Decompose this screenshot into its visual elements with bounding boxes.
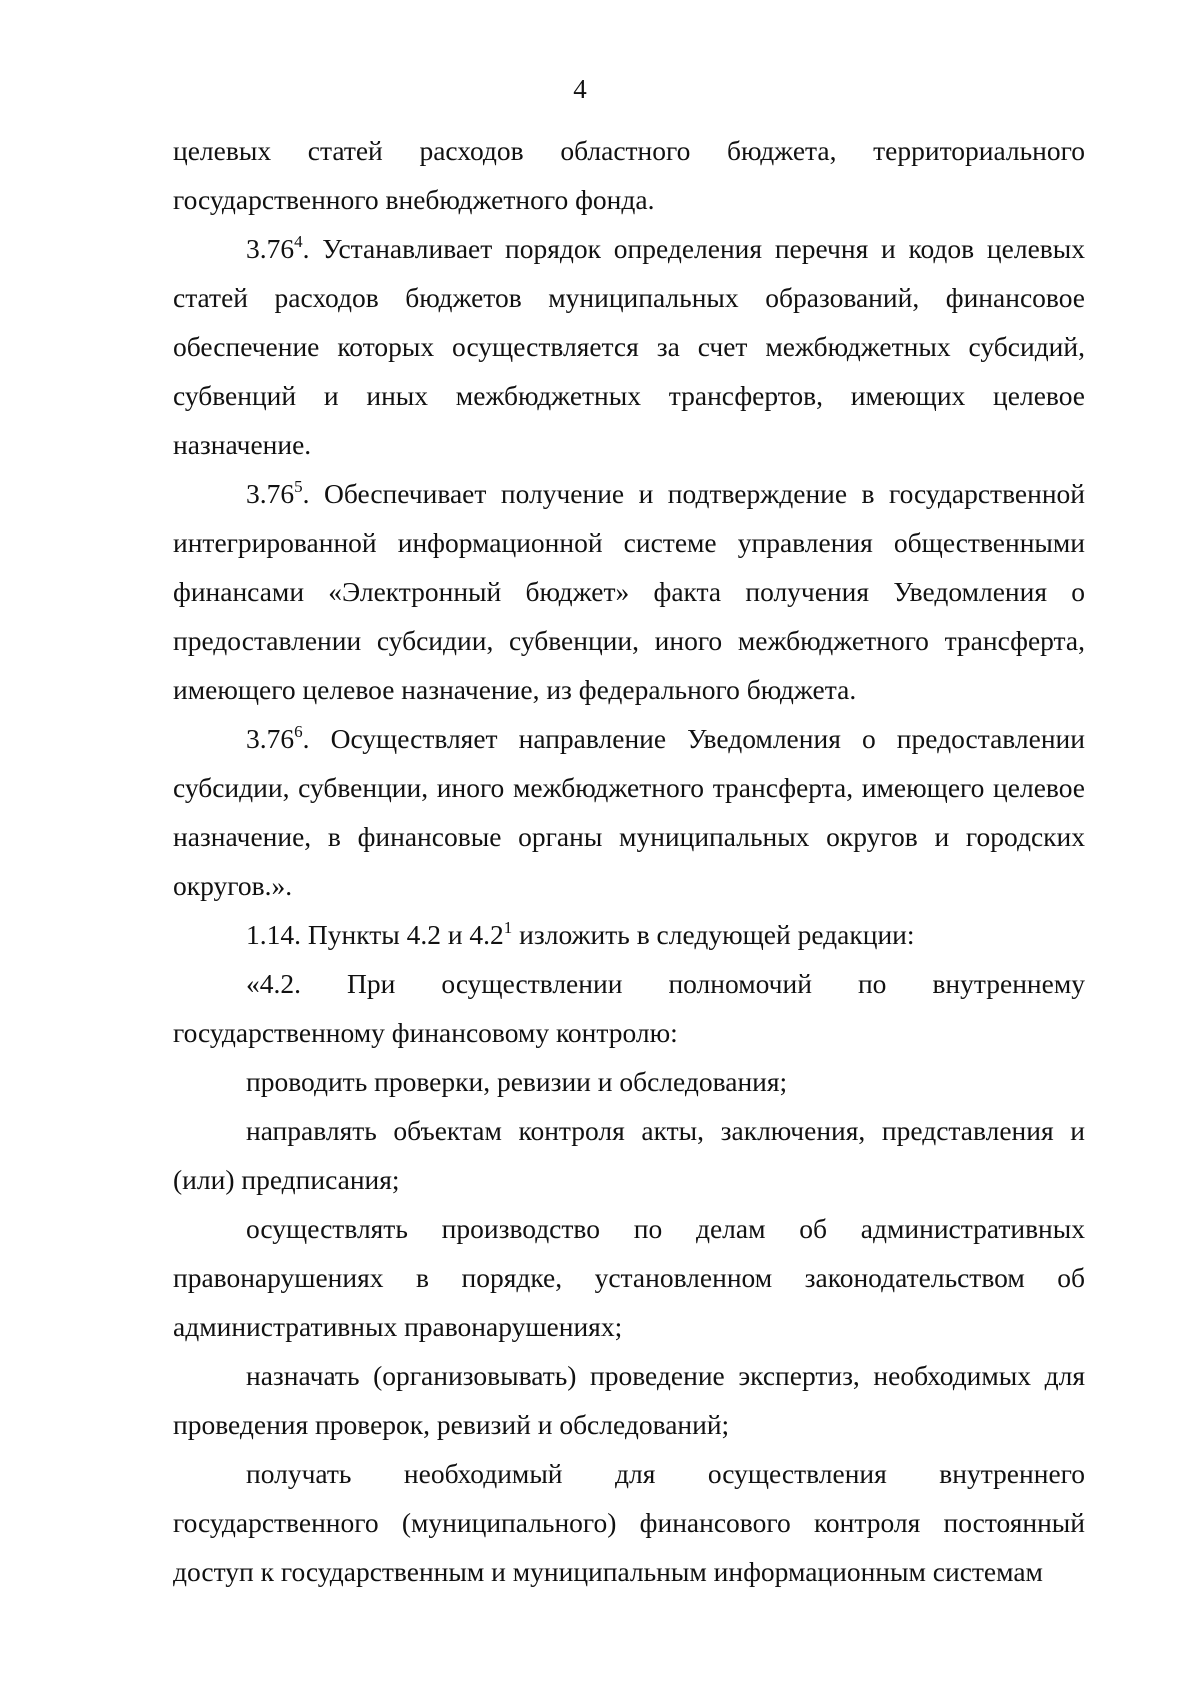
paragraph-continuation: целевых статей расходов областного бюджета, территориального государственного внебюджетного фонда. <box>173 135 1085 215</box>
page-number: 4 <box>573 74 587 104</box>
clause-superscript: 4 <box>294 232 303 251</box>
clause-number: 3.76 <box>246 723 295 754</box>
clause-superscript: 1 <box>503 918 513 937</box>
paragraph-item-inspections: проводить проверки, ревизии и обследования; <box>246 1066 788 1097</box>
clause-text-after: изложить в следующей редакции: <box>512 919 915 950</box>
paragraph-item-access: получать необходимый для осуществления внутреннего государственного (муниципального) финансового контроля постоянный доступ к государственным и муниципальным информационным системам <box>173 1458 1085 1587</box>
clause-text-before: 1.14. Пункты 4.2 и 4.2 <box>246 919 504 950</box>
clause-text: . Обеспечивает получение и подтверждение в государственной интегрированной информационной системе управления общественными финансами «Электронный бюджет» факта получения Уведомления о предоставлении субсидии, субвенции, иного межбюджетного трансферта, имеющего целевое назначение, из федерального бюджета. <box>173 478 1085 705</box>
clause-superscript: 6 <box>294 722 303 741</box>
clause-text: . Устанавливает порядок определения перечня и кодов целевых статей расходов бюджетов муниципальных образований, финансовое обеспечение которых осуществляется за счет межбюджетных субсидий, субвенций и иных межбюджетных трансфертов, имеющих целевое назначение. <box>173 233 1085 460</box>
paragraph-3-76-5 <box>173 469 1085 714</box>
clause-superscript: 5 <box>294 477 303 496</box>
paragraph-1-14 <box>173 910 1085 959</box>
paragraph-item-expertise: назначать (организовывать) проведение экспертиз, необходимых для проведения проверок, ревизий и обследований; <box>173 1360 1085 1440</box>
paragraph-item-offenses: осуществлять производство по делам об административных правонарушениях в порядке, установленном законодательством об административных правонарушениях; <box>173 1213 1085 1342</box>
clause-number: 3.76 <box>246 233 295 264</box>
document-body <box>173 126 1085 1596</box>
paragraph-4-2: «4.2. При осуществлении полномочий по внутреннему государственному финансовому контролю: <box>173 968 1085 1048</box>
clause-number: 3.76 <box>246 478 295 509</box>
paragraph-3-76-6 <box>173 714 1085 910</box>
paragraph-3-76-4 <box>173 224 1085 469</box>
paragraph-item-acts: направлять объектам контроля акты, заключения, представления и (или) предписания; <box>173 1115 1085 1195</box>
clause-text: . Осуществляет направление Уведомления о предоставлении субсидии, субвенции, иного межбюджетного трансферта, имеющего целевое назначение, в финансовые органы муниципальных округов и городских округов.». <box>173 723 1085 901</box>
